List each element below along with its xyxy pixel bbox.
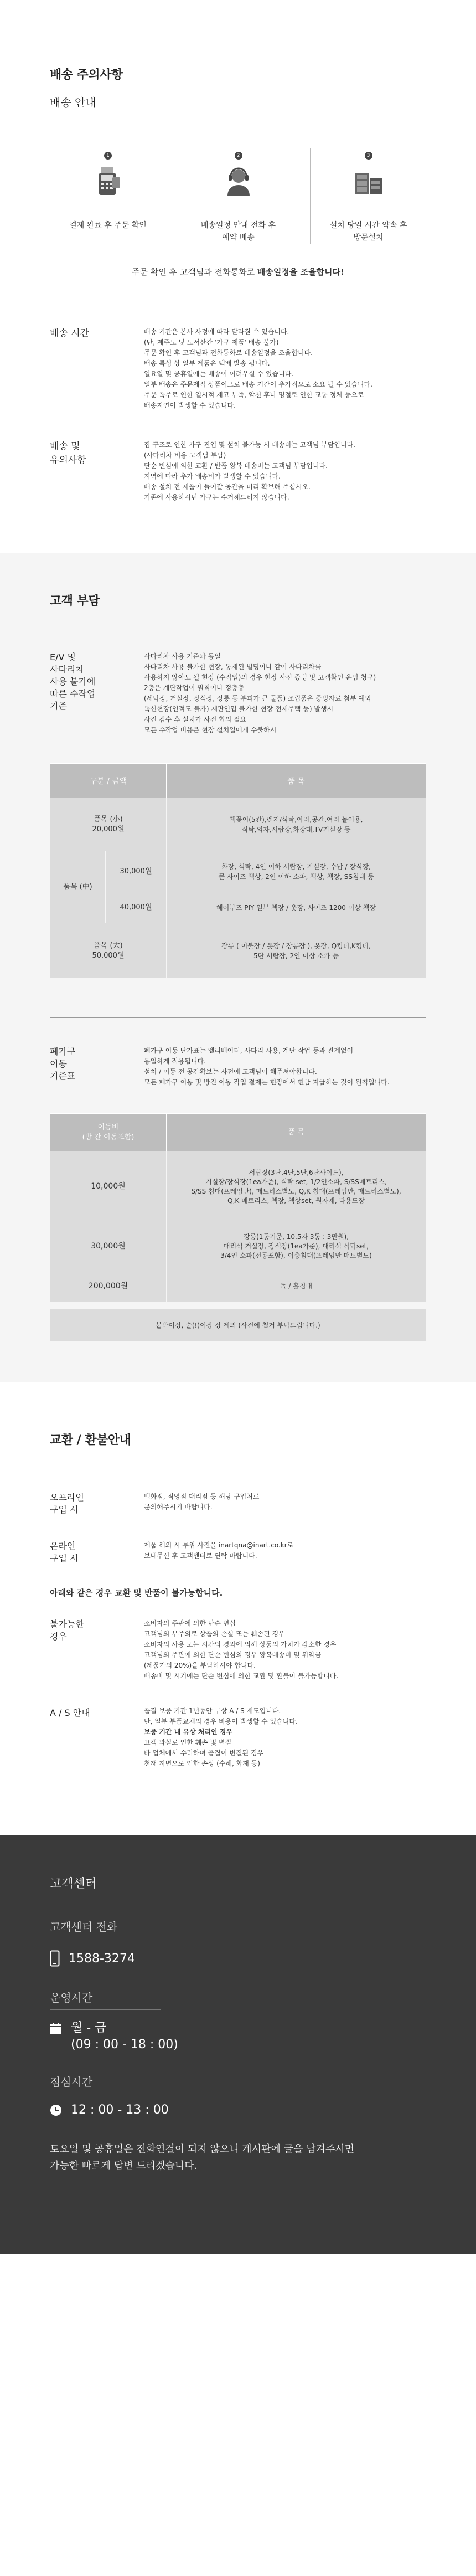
step-number: 2 bbox=[235, 152, 242, 160]
calendar-icon bbox=[50, 2022, 62, 2034]
hours-label: 운영시간 bbox=[50, 1991, 93, 2004]
exchange-no-row bbox=[50, 1618, 426, 1682]
shipping-section bbox=[0, 0, 476, 277]
phone-row bbox=[50, 1950, 426, 1967]
call-agent-icon bbox=[222, 164, 255, 197]
as-paid-cases: 고객 과실로 인한 훼손 및 변질 타 업체에서 수리하여 품질이 변질된 경우 천재 지변으로 인한 손상 (수해, 화재 등) bbox=[144, 1739, 264, 1767]
lunch-label: 점심시간 bbox=[50, 2075, 93, 2089]
disposal-fee-table bbox=[50, 1113, 426, 1302]
disposal-text: 폐가구 이동 단가표는 엘리베이터, 사다리 사용, 계단 작업 등과 관계없이 동일하게 적용됩니다. 설치 / 이동 전 공간확보는 사전에 고객님이 해주셔야합니다. 모든 폐가구 이동 및 방진 이동 작업 결제는 현장에서 현금 지급하는 것이 원칙입니다. bbox=[144, 1047, 390, 1086]
notice-text: 주문 확인 후 고객님과 전화통화로 bbox=[132, 267, 257, 277]
step-3 bbox=[310, 148, 426, 244]
row-category: 품목 (中) bbox=[50, 851, 106, 923]
table-row bbox=[50, 1271, 426, 1302]
step-2 bbox=[180, 148, 296, 244]
as-row bbox=[50, 1706, 426, 1769]
shipping-title: 배송 주의사항 bbox=[50, 68, 123, 82]
table-header-category: 구분 / 금액 bbox=[50, 764, 167, 798]
row-items: 서랍장(3단,4단,5단,6단사이드), 거실장/장식장(1ea가준), 식탁 set, 1/2인소파, S/SS매트리스, S/SS 침대(프레임만), 매트리스별도, Q,K 침대(프레임만, 매트리스별도), Q,K 매트리스, 책장, 책상set, 원자재, 다용도장 bbox=[167, 1151, 426, 1222]
row-category: 품목 (小) 20,000원 bbox=[50, 798, 167, 851]
exchange-no-label: 불가능한 경우 bbox=[50, 1619, 84, 1642]
row-category: 품목 (大) 50,000원 bbox=[50, 923, 167, 979]
row-items: 책꽂이(5칸),렌지/식탁,이러,공간,여러 놀이용, 식탁,의자,서랍장,화장대,TV거실장 등 bbox=[167, 798, 426, 851]
center-title: 고객센터 bbox=[50, 1877, 97, 1891]
shipping-details bbox=[0, 327, 476, 553]
exchange-title: 교환 / 환불안내 bbox=[50, 1433, 131, 1447]
phone-icon bbox=[50, 1950, 60, 1967]
exchange-offline-label: 오프라인 구입 시 bbox=[50, 1492, 84, 1515]
shipping-subtitle: 배송 안내 bbox=[50, 96, 96, 109]
lunch-time: 12 : 00 - 13 : 00 bbox=[71, 2103, 169, 2117]
row-price: 30,000원 bbox=[106, 851, 167, 892]
as-paid-heading: 보증 기간 내 유상 처리인 경우 bbox=[144, 1728, 232, 1736]
customer-fee-table bbox=[50, 763, 426, 979]
clock-icon bbox=[50, 2104, 62, 2116]
customer-section bbox=[0, 553, 476, 1382]
hours-row bbox=[50, 2020, 426, 2053]
shipping-caution-label: 배송 및 유의사항 bbox=[50, 441, 86, 466]
ev-text: 사다리차 사용 기준과 동일 사다리차 사용 불가한 현장, 통제된 빌딩이나 같이 사다리차를 사용하지 않아도 될 현장 (수작업)의 경우 현장 사진 증빙 및 고객확인 운임 청구) 2층은 계단작업이 원칙이나 정층층 (세탁장, 거실장, 장식장, 장롱 등 부피가 큰 물품) 조립품은 증빙자료 첨부 예외 독신현장(인적도 불가) 재판인입 불가한 현장 전제주택 등) 발생시 사진 검수 후 설치가 사전 협의 필요 모든 수작업 비용은 현장 설치일에게 수불하시 bbox=[144, 652, 376, 734]
customer-center bbox=[0, 1835, 476, 2254]
card-terminal-icon bbox=[91, 164, 125, 197]
exchange-no-text: 소비자의 주관에 의한 단순 변심 고객님의 부주의로 상품의 손실 또는 훼손된 경우 소비자의 사용 또는 시간의 경과에 의해 상품의 가치가 감소한 경우 고객님의 주관에 의한 단순 변심의 경우 왕복배송비 및 위약금 (제품가의 20%)을 부담하셔야 합니다. 배송비 및 시기에는 단순 변심에 의한 교환 및 환불이 불가능합니다. bbox=[144, 1619, 339, 1680]
phone-label: 고객센터 전화 bbox=[50, 1920, 118, 1934]
shipping-steps bbox=[50, 148, 426, 244]
center-footer: 토요일 및 공휴일은 전화연결이 되지 않으니 게시판에 글을 남겨주시면 가능한 빠르게 답변 드리겠습니다. bbox=[50, 2143, 355, 2172]
row-price: 10,000원 bbox=[50, 1151, 167, 1222]
hours-text bbox=[71, 2020, 178, 2053]
exchange-offline-row bbox=[50, 1492, 426, 1516]
divider bbox=[50, 2009, 161, 2010]
table-row bbox=[50, 923, 426, 979]
table-header-items: 품 목 bbox=[167, 764, 426, 798]
step-caption: 설치 당일 시간 약속 후 방문설치 bbox=[329, 221, 407, 242]
disposal-label: 폐가구 이동 기준표 bbox=[50, 1046, 76, 1081]
hours-days: 월 - 금 bbox=[71, 2021, 107, 2035]
shipping-notice bbox=[50, 266, 426, 277]
row-price: 40,000원 bbox=[106, 892, 167, 923]
customer-title: 고객 부담 bbox=[50, 594, 100, 608]
table-row bbox=[50, 798, 426, 851]
exchange-online-row bbox=[50, 1540, 426, 1565]
table-header-items: 품 목 bbox=[167, 1114, 426, 1151]
exchange-online-text: 제품 해외 시 부위 사진을 inartqna@inart.co.kr로 보내주신 후 고객센터로 연락 바랍니다. bbox=[144, 1541, 294, 1560]
row-items: 장롱 ( 이불장 / 옷장 / 장롱장 ), 옷장, Q킹더,K킹더, 5단 서랍장, 2인 이상 소파 등 bbox=[167, 923, 426, 979]
shipping-time-text: 배송 기간은 본사 사정에 따라 달라질 수 있습니다. (단, 제주도 및 도서산간 '가구 제품' 배송 불가) 주문 확인 후 고객님과 전화통화로 배송일정을 조율합니다. 배송 특성 상 일부 제품은 택배 발송 됩니다. 일요일 및 공휴일에는 배송이 어려우실 수 있습니다. 일부 배송은 주문제작 상품이므로 배송 기간이 추가적으로 소요 될 수 있습니다. 주문 폭주로 인한 일시적 재고 부족, 악천 후나 명절로 인한 교통 정체 등으로 배송지연이 발생할 수 있습니다. bbox=[144, 328, 372, 409]
row-items: 헤어부즈 PIY 일부 책장 / 옷장, 사이즈 1200 이상 책장 bbox=[167, 892, 426, 923]
ev-label: E/V 및 사다리차 사용 불가에 따른 수작업 기준 bbox=[50, 652, 96, 711]
disposal-row bbox=[50, 1046, 426, 1088]
divider bbox=[50, 1017, 426, 1018]
step-1 bbox=[50, 148, 166, 244]
hours-time: (09 : 00 - 18 : 00) bbox=[71, 2038, 178, 2051]
row-price: 30,000원 bbox=[50, 1222, 167, 1271]
exchange-notice: 아래와 같은 경우 교환 및 반품이 불가능합니다. bbox=[50, 1588, 223, 1598]
row-items: 장롱(1통기준, 10.5자 3통 : 3만원), 대리석 거실장, 장식장(1ea가준), 대리석 식탁set, 3/4인 소파(전동포함), 이층침대(프레임만 매트별도) bbox=[167, 1222, 426, 1271]
as-label: A / S 안내 bbox=[50, 1708, 90, 1718]
as-text bbox=[144, 1706, 426, 1769]
exchange-offline-text: 백화점, 직영점 대리점 등 해당 구입처로 문의해주시기 바랍니다. bbox=[144, 1493, 260, 1511]
as-intro: 품질 보증 기간 1년동안 무상 A / S 제도입니다. 단, 일부 부품교체의 경우 비용이 발생할 수 있습니다. bbox=[144, 1707, 298, 1725]
table-row bbox=[50, 892, 426, 923]
exchange-online-label: 온라인 구입 시 bbox=[50, 1541, 79, 1564]
lunch-row bbox=[50, 2103, 426, 2117]
ev-row bbox=[50, 651, 426, 736]
row-items: 화장, 식탁, 4인 이하 서랍장, 거실장, 수납 / 장식장, 큰 사이즈 책상, 2인 이하 소파, 책상, 책장, SS침대 등 bbox=[167, 851, 426, 892]
shipping-caution-text: 집 구조로 인한 가구 진입 및 설치 불가능 시 배송비는 고객님 부담입니다. (사다리차 비용 고객님 부담) 단순 변심에 의한 교환 / 반품 왕복 배송비는 고객님 부담입니다. 지역에 따라 추가 배송비가 발생할 수 있습니다. 배송 설치 전 제품이 들어갈 공간을 미리 확보해 주십시오. 기존에 사용하시던 가구는 수거해드리지 않습니다. bbox=[144, 441, 355, 501]
furniture-install-icon bbox=[352, 164, 385, 197]
table-row bbox=[50, 851, 426, 892]
row-price: 200,000원 bbox=[50, 1271, 167, 1302]
row-items: 돌 / 흙침대 bbox=[167, 1271, 426, 1302]
step-caption: 배송일정 안내 전화 후 예약 배송 bbox=[200, 221, 276, 242]
table-row bbox=[50, 1222, 426, 1271]
disposal-note: 붙박이장, 술(!)이장 장 제외 (사전에 철거 부탁드립니다.) bbox=[50, 1309, 426, 1341]
phone-number[interactable]: 1588-3274 bbox=[69, 1951, 135, 1966]
table-header-price: 이동비 (방 간 이동포함) bbox=[50, 1114, 167, 1151]
step-number: 1 bbox=[104, 152, 112, 160]
shipping-caution-row bbox=[50, 440, 426, 553]
step-caption: 결제 완료 후 주문 확인 bbox=[69, 221, 147, 230]
shipping-time-label: 배송 시간 bbox=[50, 328, 90, 339]
step-number: 3 bbox=[365, 152, 372, 160]
exchange-section bbox=[0, 1382, 476, 1835]
table-row bbox=[50, 1151, 426, 1222]
notice-emphasis: 배송일정을 조율합니다! bbox=[257, 267, 344, 277]
shipping-time-row bbox=[50, 327, 426, 411]
